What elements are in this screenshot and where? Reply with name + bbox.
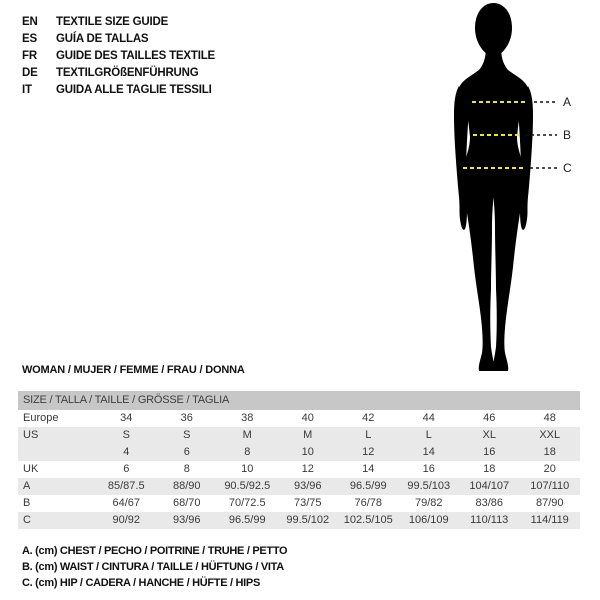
size-table-body: [18, 410, 580, 529]
row-label: C: [23, 514, 31, 526]
size-cell: M: [242, 429, 252, 441]
size-cell: 68/70: [172, 497, 201, 509]
language-row: [22, 48, 215, 65]
size-cell: 104/107: [469, 480, 510, 492]
size-cell: 16: [483, 446, 496, 458]
hip-label: C: [563, 161, 572, 175]
language-code: EN: [22, 16, 38, 28]
size-cell: 44: [422, 412, 435, 424]
row-label: B: [23, 497, 31, 509]
size-cell: S: [122, 429, 130, 441]
language-row: [22, 65, 215, 82]
size-cell: 85/87.5: [107, 480, 145, 492]
size-cell: 70/72.5: [228, 497, 266, 509]
silhouette-body: [459, 46, 528, 371]
size-cell: 107/110: [530, 480, 570, 492]
size-cell: 114/119: [530, 514, 569, 526]
size-cell: 42: [362, 412, 375, 424]
legend-line: A. (cm) CHEST / PECHO / POITRINE / TRUHE / PETTO: [22, 545, 288, 557]
size-cell: XL: [482, 429, 496, 441]
table-row: [18, 478, 580, 495]
size-cell: L: [365, 429, 372, 441]
size-cell: 18: [543, 446, 556, 458]
size-cell: 34: [120, 412, 133, 424]
size-cell: L: [425, 429, 432, 441]
size-cell: 99.5/102: [286, 514, 330, 526]
size-cell: 48: [543, 412, 556, 424]
size-cell: 73/75: [293, 497, 322, 509]
waist-label: B: [563, 128, 572, 142]
row-label: A: [23, 480, 31, 492]
size-cell: 20: [543, 463, 556, 475]
table-title: WOMAN / MUJER / FEMME / FRAU / DONNA: [22, 364, 245, 376]
row-label: US: [23, 429, 39, 441]
size-cell: 79/82: [414, 497, 443, 509]
size-cell: 6: [123, 463, 130, 475]
language-code: DE: [22, 67, 38, 79]
size-table-header: SIZE / TALLA / TAILLE / GRÖSSE / TAGLIA: [18, 391, 580, 410]
woman-silhouette-figure: [428, 0, 588, 380]
table-row: [18, 512, 580, 529]
table-row: [18, 495, 580, 512]
row-label: UK: [23, 463, 39, 475]
language-title: TEXTILE SIZE GUIDE: [56, 16, 169, 28]
legend-line: B. (cm) WAIST / CINTURA / TAILLE / HÜFTUNG / VITA: [22, 561, 284, 573]
size-cell: 14: [362, 463, 375, 475]
size-cell: 93/96: [172, 514, 201, 526]
size-cell: 99.5/103: [407, 480, 451, 492]
size-cell: 10: [241, 463, 254, 475]
legend-line: C. (cm) HIP / CADERA / HANCHE / HÜFTE / HIPS: [22, 577, 260, 589]
size-cell: 40: [301, 412, 314, 424]
size-cell: 38: [241, 412, 254, 424]
size-cell: 90/92: [112, 514, 141, 526]
size-cell: 18: [483, 463, 496, 475]
size-cell: 10: [301, 446, 314, 458]
size-cell: 12: [362, 446, 375, 458]
size-cell: 46: [483, 412, 496, 424]
row-label: Europe: [23, 412, 59, 424]
size-cell: 6: [183, 446, 190, 458]
table-row: [18, 427, 580, 444]
size-cell: 36: [180, 412, 193, 424]
table-row: [18, 410, 580, 427]
language-row: [22, 14, 215, 31]
table-row: [18, 444, 580, 461]
size-cell: 90.5/92.5: [224, 480, 271, 492]
language-code: IT: [22, 84, 32, 96]
size-cell: 16: [422, 463, 435, 475]
language-code: ES: [22, 33, 37, 45]
size-cell: 87/90: [535, 497, 564, 509]
size-cell: 76/78: [354, 497, 383, 509]
size-cell: XXL: [539, 429, 561, 441]
chest-label: A: [563, 95, 572, 109]
size-cell: 88/90: [172, 480, 201, 492]
language-row: [22, 31, 215, 48]
size-cell: 14: [422, 446, 435, 458]
size-cell: 96.5/99: [349, 480, 387, 492]
language-title-list: [22, 14, 215, 99]
size-cell: S: [183, 429, 191, 441]
row-label: [18, 444, 96, 461]
table-row: [18, 461, 580, 478]
language-title: TEXTILGRÖßENFÜHRUNG: [56, 67, 199, 79]
measurement-legend: [22, 543, 287, 591]
size-cell: 83/86: [475, 497, 504, 509]
size-cell: 8: [244, 446, 251, 458]
size-cell: 102.5/105: [343, 514, 393, 526]
language-title: GUIDE DES TAILLES TEXTILE: [56, 50, 215, 62]
size-cell: 96.5/99: [228, 514, 266, 526]
size-cell: 93/96: [293, 480, 322, 492]
language-title: GUÍA DE TALLAS: [56, 33, 149, 45]
language-title: GUIDA ALLE TAGLIE TESSILI: [56, 84, 212, 96]
size-cell: M: [303, 429, 313, 441]
size-table: [18, 391, 580, 529]
language-row: [22, 82, 215, 99]
size-cell: 12: [301, 463, 314, 475]
language-code: FR: [22, 50, 37, 62]
size-cell: 64/67: [112, 497, 141, 509]
size-cell: 4: [123, 446, 130, 458]
size-cell: 8: [183, 463, 190, 475]
size-cell: 110/113: [470, 514, 509, 526]
size-cell: 106/109: [408, 514, 449, 526]
